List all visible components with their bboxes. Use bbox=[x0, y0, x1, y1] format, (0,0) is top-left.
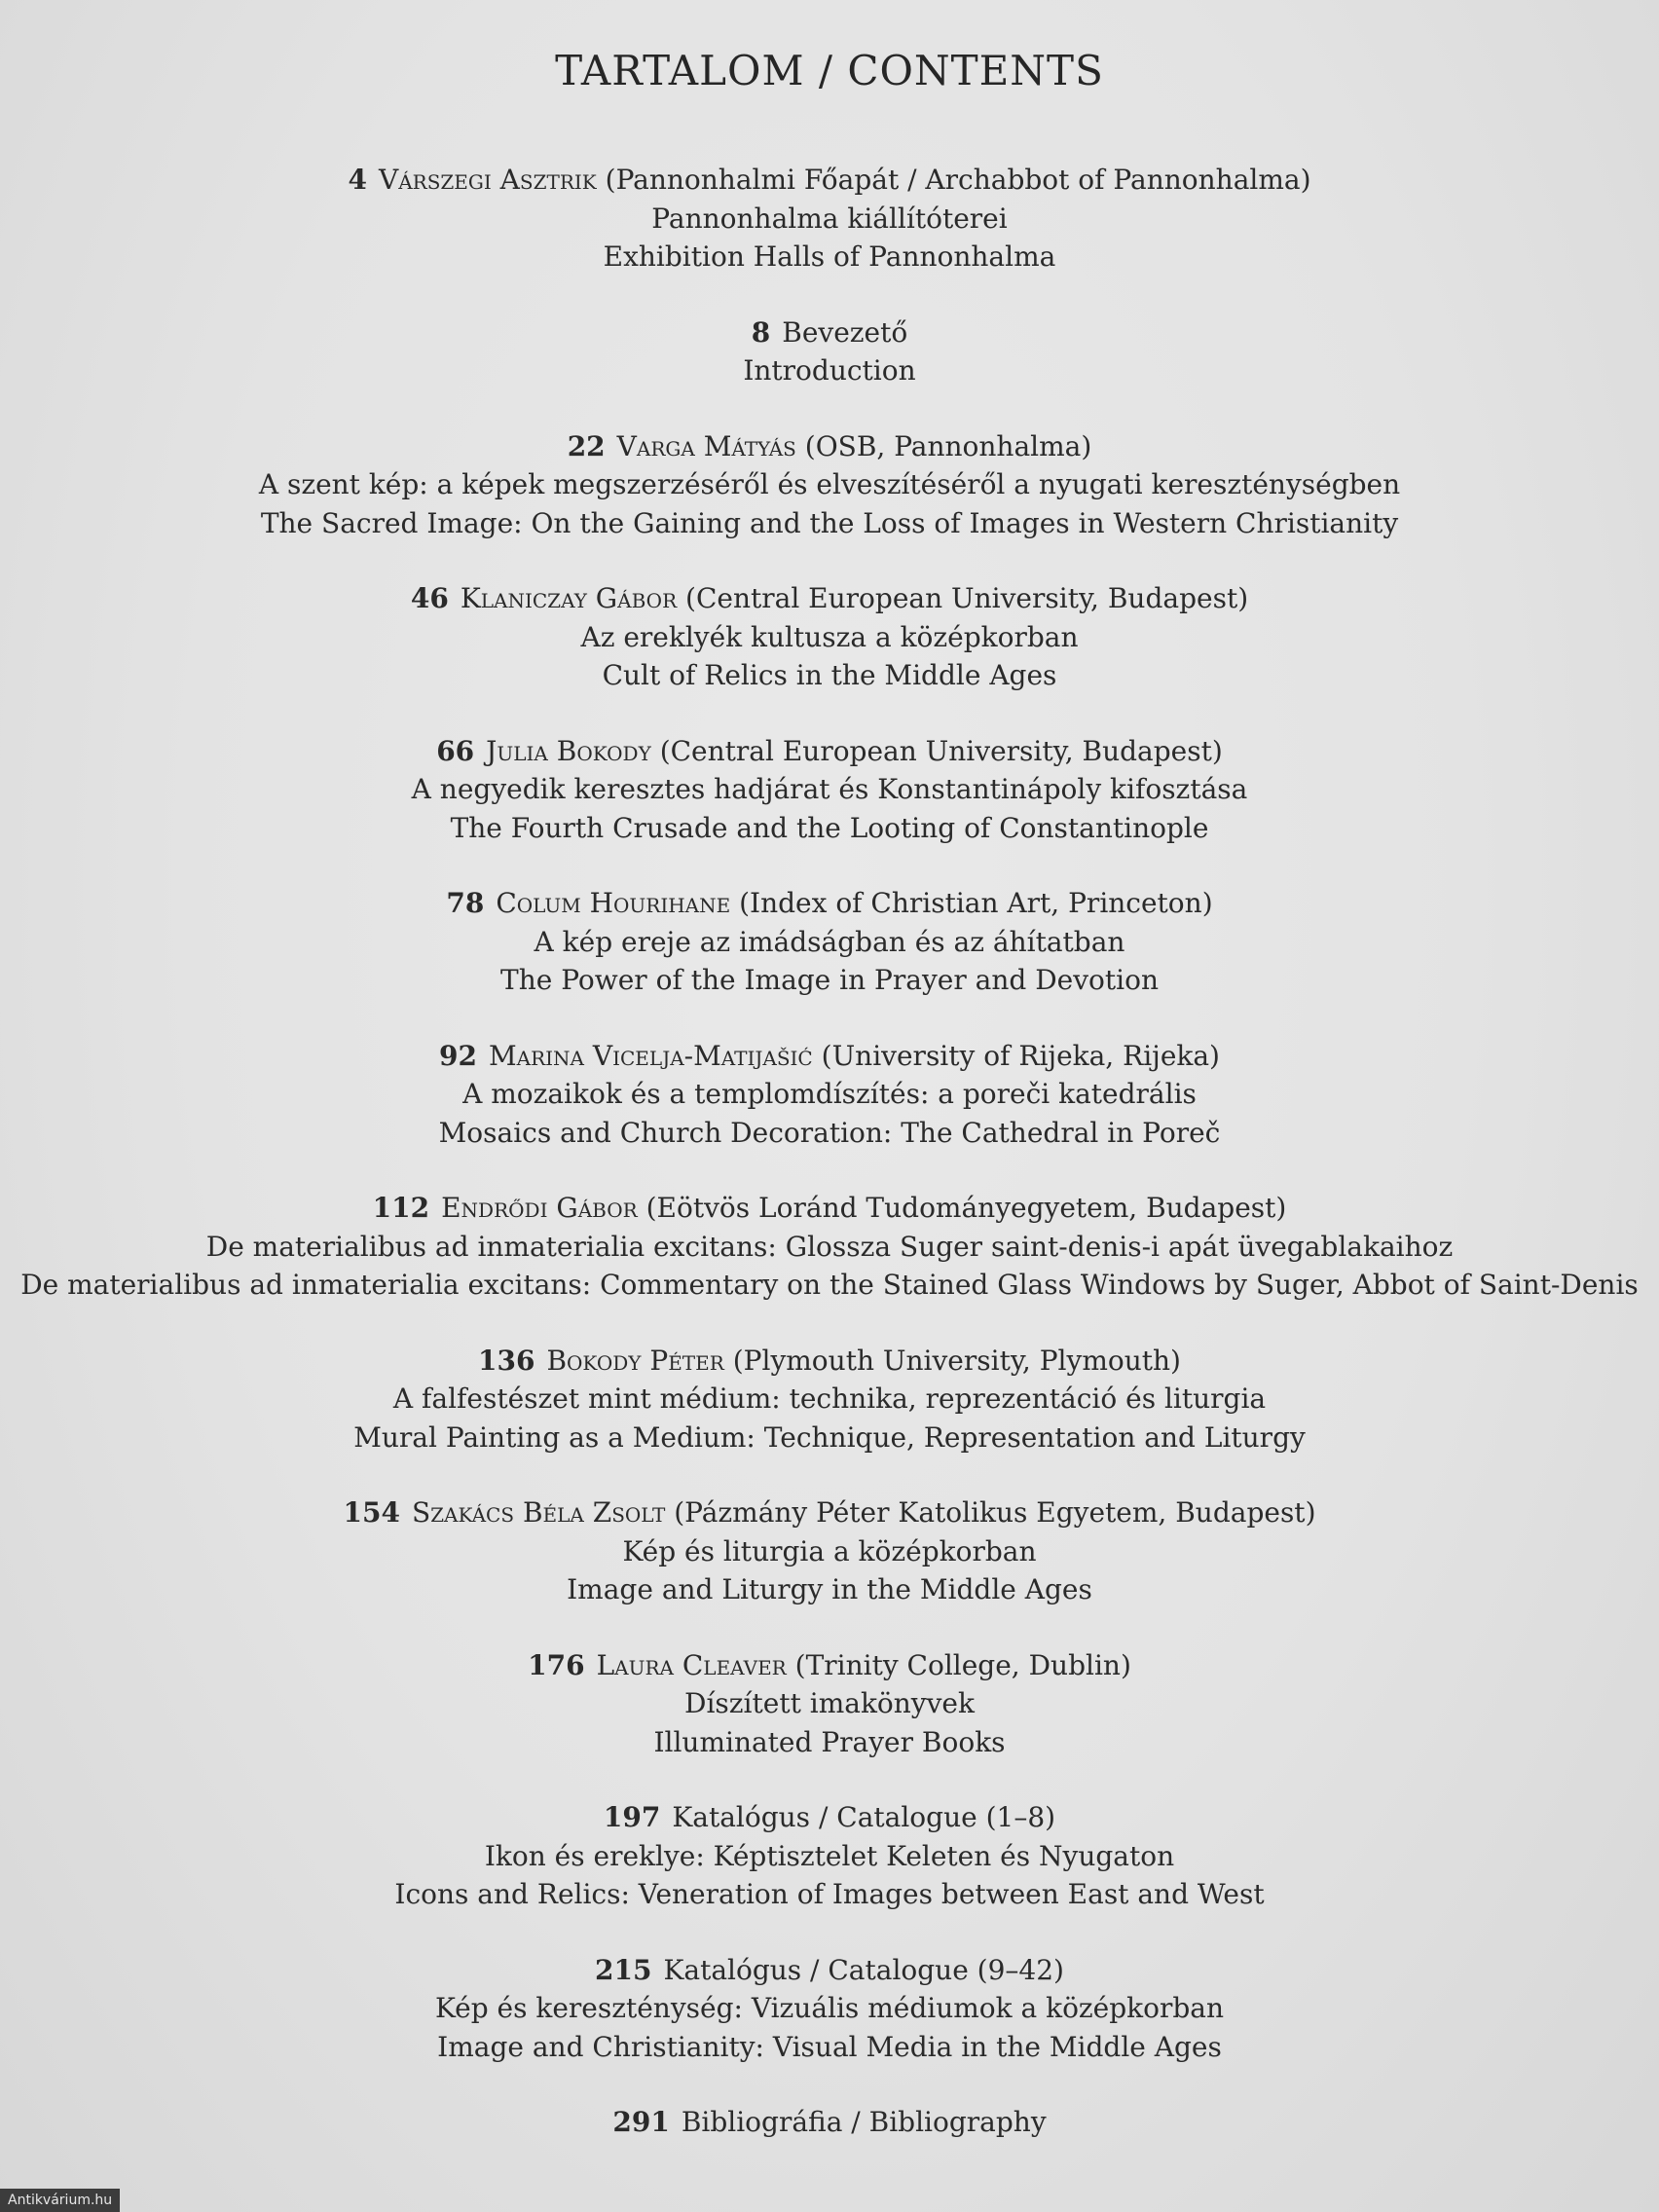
title-english: The Sacred Image: On the Gaining and the Loss of Images in Western Christianity bbox=[260, 506, 1399, 539]
title-hungarian: A kép ereje az imádságban és az áhítatban bbox=[534, 925, 1125, 958]
affiliation: Katalógus / Catalogue (9–42) bbox=[663, 1953, 1064, 1986]
entry-heading bbox=[0, 427, 1659, 466]
page-number: 112 bbox=[372, 1192, 430, 1224]
title-english: Illuminated Prayer Books bbox=[653, 1725, 1006, 1758]
title-hungarian: A mozaikok és a templomdíszítés: a poreči katedrális bbox=[462, 1078, 1197, 1110]
title-hungarian: Díszített imakönyvek bbox=[684, 1687, 975, 1719]
page-number: 154 bbox=[343, 1496, 400, 1529]
affiliation: (Pázmány Péter Katolikus Egyetem, Budapest) bbox=[674, 1496, 1316, 1529]
author-name: Bokody Péter bbox=[546, 1344, 724, 1377]
title-hungarian: Kép és liturgia a középkorban bbox=[622, 1534, 1037, 1567]
page-number: 136 bbox=[478, 1344, 535, 1377]
author-name: Julia Bokody bbox=[486, 734, 651, 767]
author-name: Laura Cleaver bbox=[596, 1648, 787, 1681]
entry-heading bbox=[0, 1951, 1659, 1990]
page-number: 78 bbox=[446, 887, 485, 919]
toc-entry bbox=[0, 161, 1659, 276]
toc-entry bbox=[0, 313, 1659, 390]
affiliation: (Pannonhalmi Főapát / Archabbot of Pannonhalma) bbox=[605, 164, 1311, 196]
entry-heading bbox=[0, 313, 1659, 352]
entry-heading bbox=[0, 884, 1659, 923]
title-english: The Power of the Image in Prayer and Devotion bbox=[500, 964, 1159, 996]
title-english: Image and Christianity: Visual Media in the Middle Ages bbox=[437, 2030, 1222, 2063]
title-english: Mural Painting as a Medium: Technique, Representation and Liturgy bbox=[353, 1420, 1306, 1454]
toc-entry bbox=[0, 1493, 1659, 1609]
author-name: Endrődi Gábor bbox=[441, 1192, 638, 1224]
affiliation: Katalógus / Catalogue (1–8) bbox=[672, 1801, 1056, 1833]
title-hungarian: A szent kép: a képek megszerzéséről és elveszítéséről a nyugati kereszténységben bbox=[258, 468, 1401, 500]
title-english: Icons and Relics: Veneration of Images between East and West bbox=[394, 1878, 1265, 1910]
toc-entry bbox=[0, 1646, 1659, 1762]
entry-heading bbox=[0, 732, 1659, 771]
title-english: Cult of Relics in the Middle Ages bbox=[602, 659, 1057, 691]
affiliation: (University of Rijeka, Rijeka) bbox=[821, 1039, 1220, 1072]
page-number: 197 bbox=[603, 1801, 661, 1833]
entry-heading bbox=[0, 1189, 1659, 1228]
author-name: Marina Vicelja-Matijašić bbox=[488, 1039, 813, 1072]
author-name: Colum Hourihane bbox=[496, 887, 731, 919]
title-hungarian: De materialibus ad inmaterialia excitans: Glossza Suger saint-denis-i apát üvegablakaihoz bbox=[205, 1230, 1454, 1263]
toc-entry bbox=[0, 884, 1659, 1000]
page-number: 46 bbox=[410, 582, 449, 614]
page-number: 92 bbox=[439, 1039, 477, 1072]
page-number: 4 bbox=[348, 164, 367, 196]
page-number: 176 bbox=[528, 1648, 585, 1681]
toc-entry bbox=[0, 427, 1659, 543]
toc-entry bbox=[0, 579, 1659, 695]
title-hungarian: Az ereklyék kultusza a középkorban bbox=[580, 620, 1079, 653]
author-name: Szakács Béla Zsolt bbox=[411, 1496, 666, 1529]
affiliation: (Central European University, Budapest) bbox=[685, 582, 1249, 614]
affiliation: (Eötvös Loránd Tudományegyetem, Budapest) bbox=[645, 1192, 1287, 1224]
toc-entry bbox=[0, 1189, 1659, 1305]
entry-heading bbox=[0, 1342, 1659, 1381]
toc-entry bbox=[0, 2103, 1659, 2142]
title-english: Mosaics and Church Decoration: The Cathedral in Poreč bbox=[438, 1116, 1221, 1149]
page-number: 215 bbox=[595, 1953, 652, 1986]
entry-heading bbox=[0, 2103, 1659, 2142]
toc-entry bbox=[0, 1951, 1659, 2067]
title-hungarian: Ikon és ereklye: Képtisztelet Keleten és Nyugaton bbox=[484, 1839, 1175, 1872]
watermark-label: Antikvárium.hu bbox=[0, 2189, 120, 2212]
title-english: Image and Liturgy in the Middle Ages bbox=[567, 1573, 1092, 1605]
entry-heading bbox=[0, 1493, 1659, 1532]
entry-heading bbox=[0, 1646, 1659, 1685]
page-title: TARTALOM / CONTENTS bbox=[555, 47, 1104, 94]
page-number: 8 bbox=[751, 315, 771, 349]
toc-entry bbox=[0, 732, 1659, 848]
affiliation: Bevezető bbox=[782, 315, 908, 349]
toc-entry bbox=[0, 1798, 1659, 1914]
affiliation: (Index of Christian Art, Princeton) bbox=[739, 887, 1213, 919]
entry-heading bbox=[0, 579, 1659, 618]
affiliation: Bibliográfia / Bibliography bbox=[681, 2106, 1047, 2138]
toc-entry bbox=[0, 1037, 1659, 1153]
title-hungarian: A negyedik keresztes hadjárat és Konstantinápoly kifosztása bbox=[411, 773, 1248, 805]
page-number: 22 bbox=[567, 429, 606, 462]
toc-entry bbox=[0, 1342, 1659, 1457]
title-english: De materialibus ad inmaterialia excitans: Commentary on the Stained Glass Windows by Suger, Abbot of Saint-Denis bbox=[20, 1269, 1639, 1301]
affiliation: (Central European University, Budapest) bbox=[659, 734, 1223, 767]
entry-heading bbox=[0, 1798, 1659, 1837]
affiliation: (OSB, Pannonhalma) bbox=[804, 429, 1092, 462]
entry-heading bbox=[0, 1037, 1659, 1076]
table-of-contents bbox=[0, 161, 1659, 2179]
entry-heading bbox=[0, 161, 1659, 200]
affiliation: (Plymouth University, Plymouth) bbox=[732, 1344, 1181, 1377]
title-hungarian: Pannonhalma kiállítóterei bbox=[651, 202, 1008, 235]
title-english: Exhibition Halls of Pannonhalma bbox=[603, 240, 1056, 273]
author-name: Varga Mátyás bbox=[616, 429, 796, 462]
title-hungarian: A falfestészet mint médium: technika, reprezentáció és liturgia bbox=[392, 1382, 1267, 1415]
title-english: The Fourth Crusade and the Looting of Constantinople bbox=[450, 811, 1209, 844]
author-name: Klaniczay Gábor bbox=[460, 582, 678, 614]
author-name: Várszegi Asztrik bbox=[378, 164, 597, 196]
affiliation: (Trinity College, Dublin) bbox=[794, 1648, 1131, 1681]
title-hungarian: Introduction bbox=[743, 354, 916, 387]
title-hungarian: Kép és kereszténység: Vizuális médiumok a középkorban bbox=[434, 1992, 1225, 2024]
page-number: 291 bbox=[612, 2106, 670, 2138]
page-number: 66 bbox=[436, 734, 475, 767]
